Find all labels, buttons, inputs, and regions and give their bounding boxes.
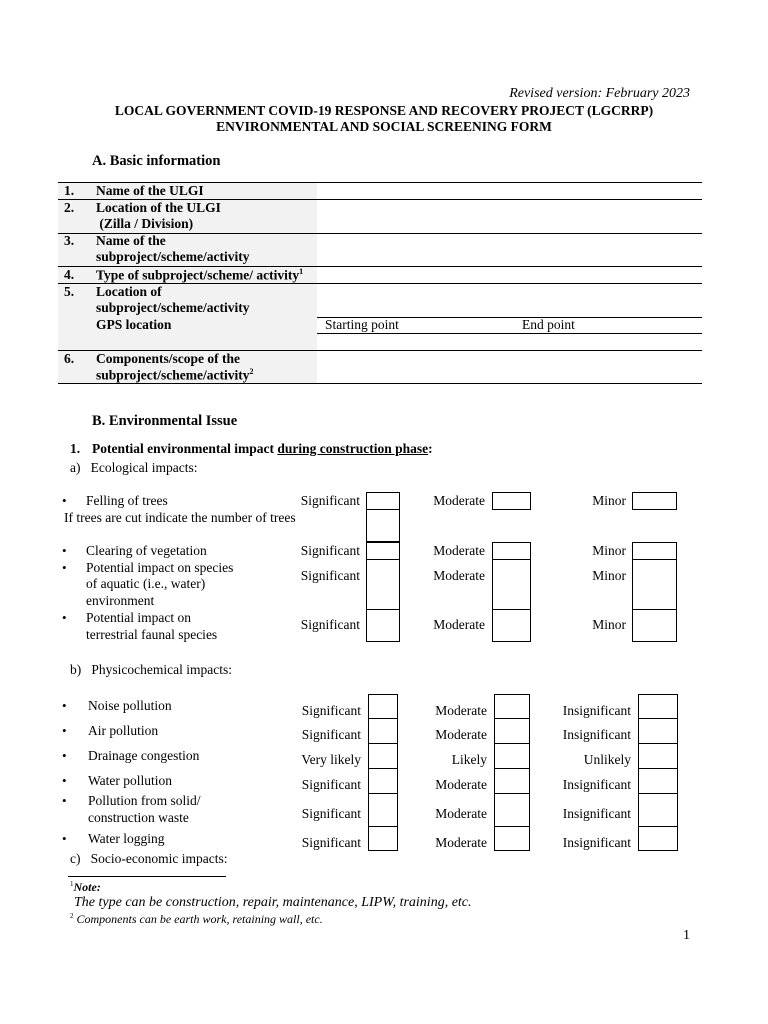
row-number: 6. bbox=[64, 351, 75, 366]
minor-checkbox[interactable] bbox=[632, 542, 677, 560]
table-rule bbox=[317, 333, 702, 334]
impact-item: Potential impact on species bbox=[86, 560, 234, 575]
significant-checkbox[interactable] bbox=[368, 768, 398, 794]
impact-item: Pollution from solid/ bbox=[88, 793, 201, 808]
footnote-separator bbox=[68, 876, 226, 877]
row-number: 5. bbox=[64, 284, 75, 299]
impact-item: Drainage congestion bbox=[88, 748, 200, 763]
significant-checkbox[interactable] bbox=[368, 793, 398, 827]
rating-label: Moderate bbox=[433, 543, 485, 558]
footnote-ref: 1 bbox=[299, 267, 304, 276]
bullet-icon: • bbox=[62, 723, 67, 738]
significant-checkbox[interactable] bbox=[366, 492, 400, 510]
row-number: 1. bbox=[64, 183, 75, 198]
insignificant-checkbox[interactable] bbox=[638, 718, 678, 744]
insignificant-checkbox[interactable] bbox=[638, 793, 678, 827]
construction-impact-heading: Potential environmental impact during construction phase: bbox=[92, 441, 433, 456]
rating-label: Insignificant bbox=[562, 835, 631, 850]
physicochemical-impacts-label: b) Physicochemical impacts: bbox=[70, 662, 232, 677]
rating-label: Significant bbox=[300, 617, 360, 632]
bullet-icon: • bbox=[62, 793, 67, 808]
row-label: Name of the ULGI bbox=[96, 183, 204, 198]
rating-label: Moderate bbox=[433, 568, 485, 583]
row-number: 3. bbox=[64, 233, 75, 248]
revised-version: Revised version: February 2023 bbox=[509, 86, 690, 101]
gps-end-label: End point bbox=[522, 317, 575, 332]
bullet-icon: • bbox=[62, 543, 67, 558]
impact-item: construction waste bbox=[88, 810, 189, 825]
row-number: 2. bbox=[64, 200, 75, 215]
moderate-checkbox[interactable] bbox=[494, 826, 530, 851]
impact-item: terrestrial faunal species bbox=[86, 627, 218, 642]
impact-item: Clearing of vegetation bbox=[86, 543, 207, 558]
moderate-checkbox[interactable] bbox=[492, 559, 531, 610]
significant-checkbox[interactable] bbox=[368, 718, 398, 744]
rating-label: Moderate bbox=[435, 777, 487, 792]
bullet-icon: • bbox=[62, 610, 67, 625]
impact-item: Air pollution bbox=[88, 723, 159, 738]
significant-checkbox[interactable] bbox=[368, 694, 398, 719]
footnote-ref: 2 bbox=[249, 367, 254, 376]
row-label: Location of bbox=[96, 284, 162, 299]
project-title: LOCAL GOVERNMENT COVID-19 RESPONSE AND RECOVERY PROJECT (LGCRRP) bbox=[114, 103, 654, 118]
rating-label: Significant bbox=[300, 493, 360, 508]
section-a-heading: A. Basic information bbox=[92, 153, 221, 169]
footnote-1: $^1$Note: bbox=[70, 880, 101, 894]
rating-label: Significant bbox=[301, 806, 361, 821]
impact-item: Noise pollution bbox=[88, 698, 172, 713]
rating-label: Insignificant bbox=[562, 777, 631, 792]
rating-label: Insignificant bbox=[562, 727, 631, 742]
moderate-checkbox[interactable] bbox=[494, 718, 530, 744]
significant-checkbox[interactable] bbox=[366, 542, 400, 560]
moderate-checkbox[interactable] bbox=[492, 609, 531, 642]
footnote-1-text: The type can be construction, repair, maintenance, LIPW, training, etc. bbox=[74, 895, 472, 910]
insignificant-checkbox[interactable] bbox=[638, 826, 678, 851]
significant-checkbox[interactable] bbox=[366, 609, 400, 642]
rating-label: Moderate bbox=[435, 703, 487, 718]
row-label: Type of subproject/scheme/ activity$^1$ bbox=[96, 267, 304, 283]
rating-label: Unlikely bbox=[583, 752, 631, 767]
moderate-checkbox[interactable] bbox=[494, 793, 530, 827]
rating-label: Moderate bbox=[435, 835, 487, 850]
rating-label: Significant bbox=[301, 727, 361, 742]
page-number: 1 bbox=[683, 928, 690, 943]
rating-label: Moderate bbox=[435, 806, 487, 821]
footnote-2: $^2$ Components can be earth work, retaining wall, etc. bbox=[70, 912, 323, 926]
bullet-icon: • bbox=[62, 493, 67, 508]
tree-count-field[interactable] bbox=[366, 509, 400, 542]
socio-economic-impacts-label: c) Socio-economic impacts: bbox=[70, 851, 228, 866]
bullet-icon: • bbox=[62, 560, 67, 575]
rating-label: Minor bbox=[592, 568, 626, 583]
row-number: 4. bbox=[64, 267, 75, 282]
impact-item: Felling of trees bbox=[86, 493, 168, 508]
section-b-heading: B. Environmental Issue bbox=[92, 413, 238, 429]
moderate-checkbox[interactable] bbox=[494, 694, 530, 719]
significant-checkbox[interactable] bbox=[366, 559, 400, 610]
row-label: (Zilla / Division) bbox=[96, 216, 194, 231]
minor-checkbox[interactable] bbox=[632, 559, 677, 610]
row-label: Components/scope of the bbox=[96, 351, 240, 366]
insignificant-checkbox[interactable] bbox=[638, 694, 678, 719]
gps-start-label: Starting point bbox=[325, 317, 399, 332]
subsection-number: 1. bbox=[70, 441, 81, 456]
trees-count-note: If trees are cut indicate the number of trees bbox=[64, 510, 296, 525]
row-label: subproject/scheme/activity bbox=[96, 300, 250, 315]
bullet-icon: • bbox=[62, 698, 67, 713]
impact-item: of aquatic (i.e., water) bbox=[86, 576, 206, 591]
rating-label: Significant bbox=[301, 835, 361, 850]
bullet-icon: • bbox=[62, 748, 67, 763]
row-label: Name of the bbox=[96, 233, 166, 248]
unlikely-checkbox[interactable] bbox=[638, 743, 678, 769]
row-label: subproject/scheme/activity bbox=[96, 249, 250, 264]
very-likely-checkbox[interactable] bbox=[368, 743, 398, 769]
rating-label: Moderate bbox=[435, 727, 487, 742]
impact-item: Potential impact on bbox=[86, 610, 191, 625]
ecological-impacts-label: a) Ecological impacts: bbox=[70, 460, 198, 475]
gps-label: GPS location bbox=[96, 317, 172, 332]
rating-label: Significant bbox=[300, 543, 360, 558]
form-title: ENVIRONMENTAL AND SOCIAL SCREENING FORM bbox=[216, 119, 552, 134]
rating-label: Significant bbox=[301, 777, 361, 792]
rating-label: Likely bbox=[451, 752, 487, 767]
rating-label: Insignificant bbox=[562, 703, 631, 718]
impact-item: Water pollution bbox=[88, 773, 173, 788]
rating-label: Insignificant bbox=[562, 806, 631, 821]
impact-item: Water logging bbox=[88, 831, 165, 846]
significant-checkbox[interactable] bbox=[368, 826, 398, 851]
row-label: subproject/scheme/activity$^2$ bbox=[96, 367, 254, 383]
rating-label: Moderate bbox=[433, 493, 485, 508]
rating-label: Minor bbox=[592, 617, 626, 632]
rating-label: Very likely bbox=[301, 752, 361, 767]
rating-label: Significant bbox=[301, 703, 361, 718]
moderate-checkbox[interactable] bbox=[492, 542, 531, 560]
moderate-checkbox[interactable] bbox=[492, 492, 531, 510]
rating-label: Minor bbox=[592, 493, 626, 508]
bullet-icon: • bbox=[62, 773, 67, 788]
rating-label: Significant bbox=[300, 568, 360, 583]
bullet-icon: • bbox=[62, 831, 67, 846]
insignificant-checkbox[interactable] bbox=[638, 768, 678, 794]
impact-item: environment bbox=[86, 593, 155, 608]
row-label: Location of the ULGI bbox=[96, 200, 221, 215]
rating-label: Moderate bbox=[433, 617, 485, 632]
rating-label: Minor bbox=[592, 543, 626, 558]
moderate-checkbox[interactable] bbox=[494, 768, 530, 794]
minor-checkbox[interactable] bbox=[632, 492, 677, 510]
likely-checkbox[interactable] bbox=[494, 743, 530, 769]
minor-checkbox[interactable] bbox=[632, 609, 677, 642]
